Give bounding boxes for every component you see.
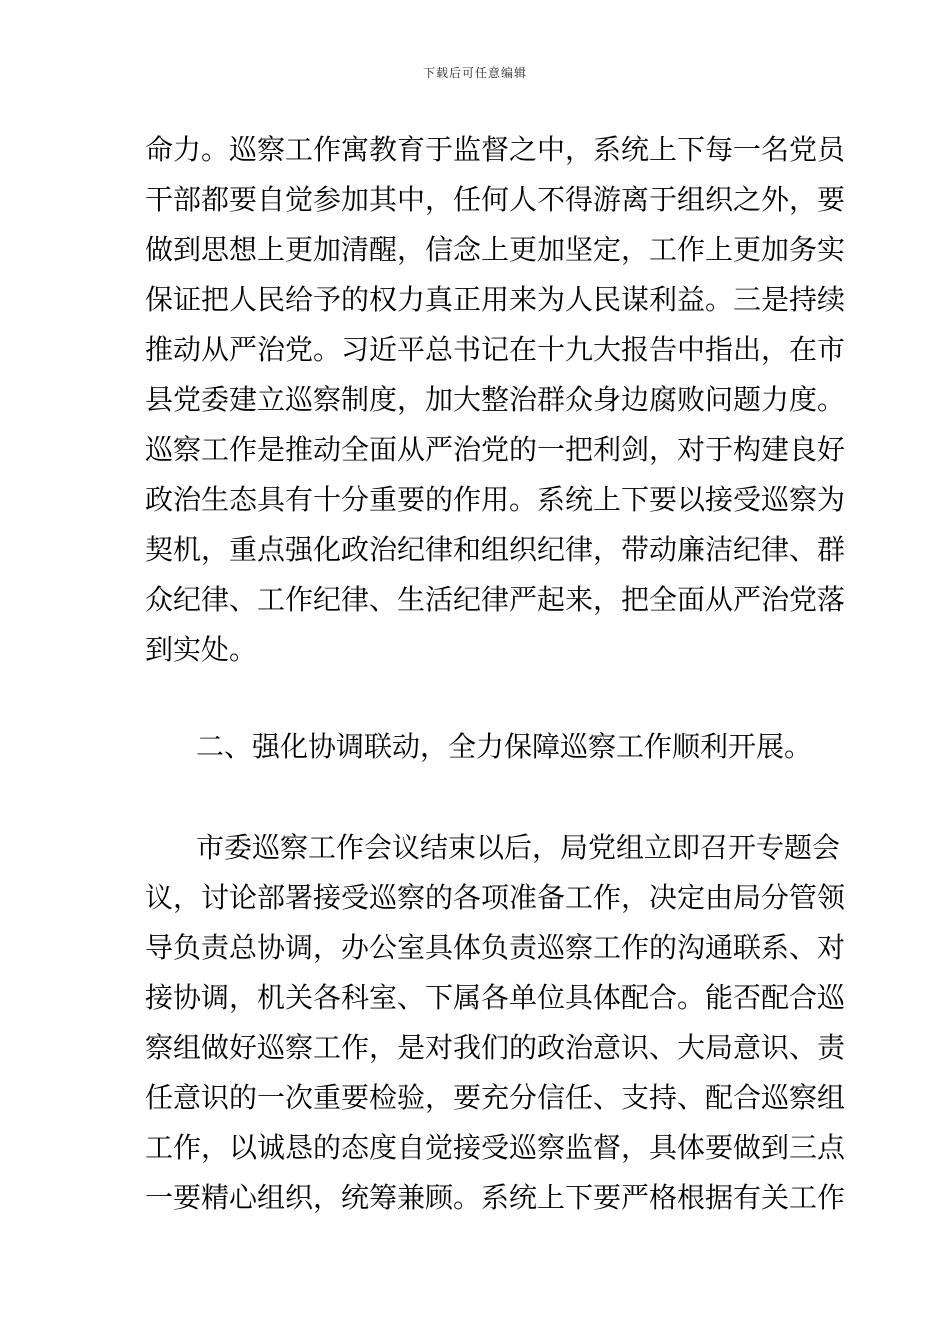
- text-line: 保证把人民给予的权力真正用来为人民谋利益。三是持续: [145, 283, 846, 316]
- text-line: 做到思想上更加清醒，信念上更加坚定，工作上更加务实: [145, 233, 846, 266]
- text-line: 县党委建立巡察制度，加大整治群众身边腐败问题力度。: [145, 383, 846, 416]
- text-line: 命力。巡察工作寓教育于监督之中，系统上下每一名党员: [145, 133, 846, 166]
- section-heading: 二、强化协调联动，全力保障巡察工作顺利开展。: [196, 730, 813, 763]
- text-line: 任意识的一次重要检验，要充分信任、支持、配合巡察组: [145, 1081, 846, 1114]
- text-line: 接协调，机关各科室、下属各单位具体配合。能否配合巡: [145, 981, 846, 1014]
- text-line: 巡察工作是推动全面从严治党的一把利剑，对于构建良好: [145, 433, 846, 466]
- text-line: 察组做好巡察工作，是对我们的政治意识、大局意识、责: [145, 1031, 846, 1064]
- text-line: 议，讨论部署接受巡察的各项准备工作，决定由局分管领: [145, 881, 846, 914]
- text-line: 到实处。: [145, 633, 258, 666]
- text-line: 工作，以诚恳的态度自觉接受巡察监督，具体要做到三点: [145, 1131, 846, 1164]
- text-line: 契机，重点强化政治纪律和组织纪律，带动廉洁纪律、群: [145, 533, 846, 566]
- text-line: 一要精心组织，统筹兼顾。系统上下要严格根据有关工作: [145, 1181, 846, 1214]
- page-header: 下载后可任意编辑: [422, 66, 527, 80]
- text-line: 导负责总协调，办公室具体负责巡察工作的沟通联系、对: [145, 931, 846, 964]
- text-line: 市委巡察工作会议结束以后，局党组立即召开专题会: [196, 831, 841, 864]
- text-line: 推动从严治党。习近平总书记在十九大报告中指出，在市: [145, 333, 846, 366]
- text-line: 众纪律、工作纪律、生活纪律严起来，把全面从严治党落: [145, 583, 846, 616]
- text-line: 政治生态具有十分重要的作用。系统上下要以接受巡察为: [145, 483, 846, 516]
- text-line: 干部都要自觉参加其中，任何人不得游离于组织之外，要: [145, 183, 846, 216]
